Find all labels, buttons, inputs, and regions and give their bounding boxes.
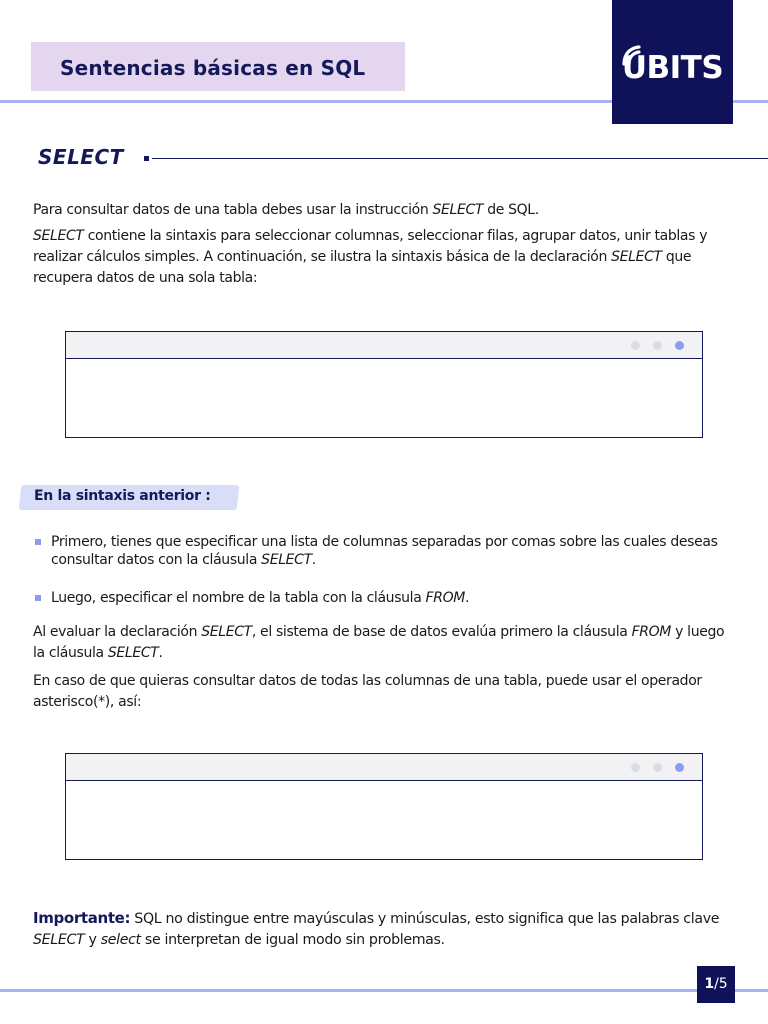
window-dot-active-icon [675, 763, 684, 772]
section-heading: SELECT [38, 145, 124, 169]
bullet-icon [35, 595, 41, 601]
keyword-from: FROM [425, 590, 466, 606]
keyword-select: SELECT [201, 624, 252, 640]
document-title: Sentencias básicas en SQL [60, 56, 366, 80]
text-run: . [311, 552, 316, 568]
code-window-syntax [65, 331, 703, 438]
intro-paragraph-1 [33, 200, 738, 221]
heading-rule [152, 158, 768, 159]
text-run: . [158, 645, 163, 661]
window-dot-icon [631, 341, 640, 350]
text-run: , el sistema de base de datos evalúa primero la cláusula [251, 624, 632, 640]
window-dot-icon [631, 763, 640, 772]
keyword-select: SELECT [611, 249, 662, 265]
logo-wordmark: UBITS [621, 50, 724, 86]
text-run: de SQL. [483, 202, 539, 218]
text-run: . [465, 590, 470, 606]
keyword-select: SELECT [107, 645, 159, 661]
page-indicator [697, 966, 735, 1003]
keyword-from: FROM [631, 624, 672, 640]
asterisk-paragraph: En caso de que quieras consultar datos de todas las columnas de una tabla, puede usar el operador asterisco(*), así: [33, 673, 702, 710]
important-label: Importante: [33, 909, 131, 927]
code-window-titlebar [66, 332, 702, 359]
text-run: contiene la sintaxis para seleccionar columnas, seleccionar filas, agrupar datos, unir tablas y realizar cálculos simples. A continuación, se ilustra la sintaxis básica de la declaración [33, 228, 708, 265]
keyword-select: SELECT [432, 202, 484, 218]
bullet-item-1 [51, 533, 741, 569]
text-run: SQL no distingue entre mayúsculas y minúsculas, esto significa que las palabras clave [130, 911, 720, 927]
window-dot-icon [653, 763, 662, 772]
code-window-titlebar [66, 754, 702, 781]
code-window-asterisk [65, 753, 703, 860]
window-dot-icon [653, 341, 662, 350]
text-run: Luego, especificar el nombre de la tabla con la cláusula [51, 590, 426, 606]
text-run: y [84, 932, 101, 948]
keyword-select: SELECT [33, 228, 84, 244]
text-run: que recupera datos de una sola tabla: [33, 249, 692, 286]
text-run: Al evaluar la declaración [33, 624, 202, 640]
syntax-subheading: En la sintaxis anterior : [34, 488, 211, 504]
bottom-divider [0, 989, 768, 992]
keyword-select-lowercase: select [100, 932, 141, 948]
page-total: /5 [714, 976, 728, 992]
brand-logo [612, 0, 733, 124]
heading-marker [144, 156, 149, 161]
text-run: y luego la cláusula [33, 624, 725, 661]
keyword-select: SELECT [33, 932, 85, 948]
bullet-icon [35, 539, 41, 545]
bullet-item-2 [51, 589, 741, 607]
important-note [33, 908, 738, 951]
intro-paragraph-2 [33, 226, 738, 289]
text-run: Primero, tienes que especificar una lista de columnas separadas por comas sobre las cuales deseas consultar datos con la cláusula [51, 534, 718, 568]
text-run: se interpretan de igual modo sin problemas. [140, 932, 445, 948]
window-dot-active-icon [675, 341, 684, 350]
page-current: 1 [704, 976, 715, 992]
evaluation-paragraph [33, 622, 738, 664]
text-run: Para consultar datos de una tabla debes usar la instrucción [33, 202, 433, 218]
keyword-select: SELECT [261, 552, 312, 568]
